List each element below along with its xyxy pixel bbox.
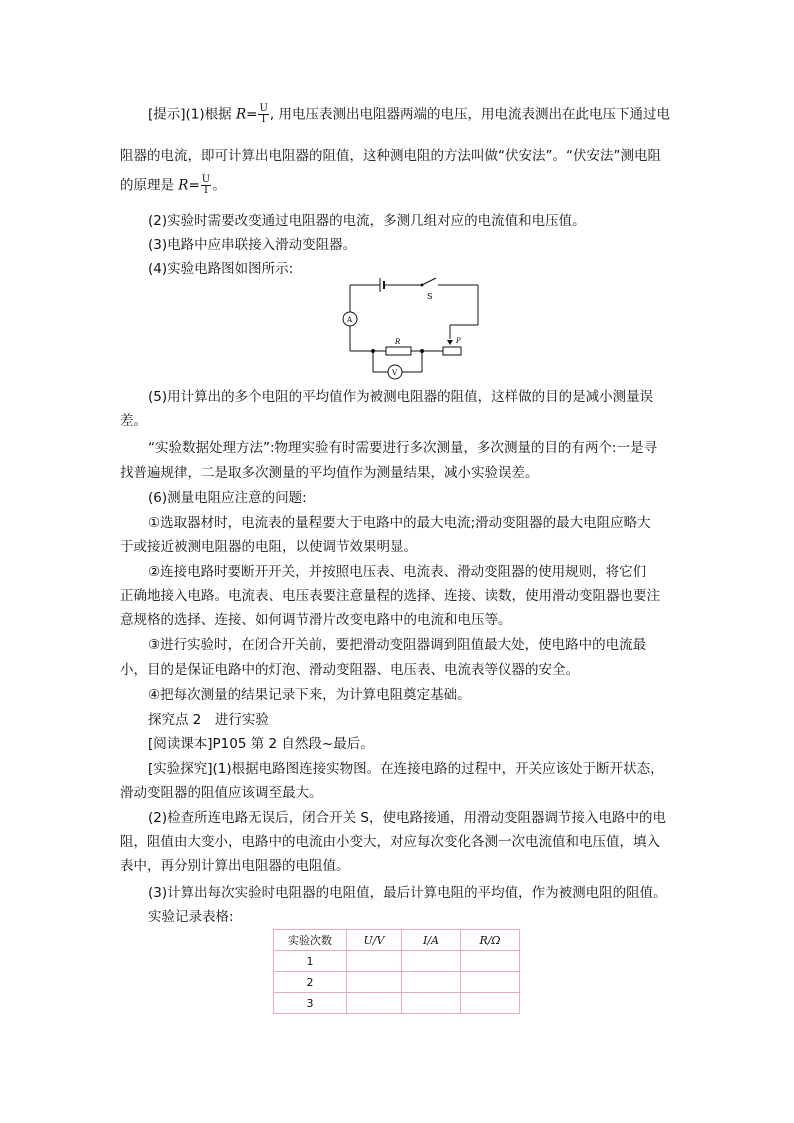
header-current: I/A — [402, 930, 461, 951]
exp-3: (3)计算出每次实验时电阻器的电阻值，最后计算电阻的平均值，作为被测电阻的阻值。 — [148, 885, 667, 901]
reading-note: [阅读课本]P105 第 2 自然段~最后。 — [148, 736, 374, 752]
para-5-line-2: 差。 — [120, 413, 147, 429]
para-2: (2)实验时需要改变通过电阻器的电流，多测几组对应的电流值和电压值。 — [148, 213, 586, 229]
table-row — [274, 993, 520, 1014]
hint-text: 的原理是 — [120, 177, 179, 194]
exp-2-line-1: (2)检查所连电路无误后，闭合开关 S，使电路接通，用滑动变阻器调节接入电路中的电 — [148, 810, 666, 826]
fraction-denominator: I — [204, 185, 208, 196]
voltmeter-label: V — [392, 369, 398, 377]
note-3-line-1: ③进行实验时，在闭合开关前，要把滑动变阻器调到阻值最大处，使电路中的电流最 — [148, 637, 647, 653]
resistance-cell — [461, 972, 520, 993]
para-6: (6)测量电阻应注意的问题: — [148, 490, 307, 506]
resistance-cell — [461, 951, 520, 972]
trial-number: 2 — [274, 972, 347, 993]
method-line-1: “实验数据处理方法”:物理实验有时需要进行多次测量，多次测量的目的有两个:一是寻 — [148, 440, 658, 456]
note-2-line-3: 意规格的选择、连接、如何调节滑片改变电路中的电流和电压等。 — [120, 612, 512, 628]
table-caption: 实验记录表格: — [148, 909, 234, 925]
hint-line-2: 阻器的电流，即可计算出电阻器的阻值，这种测电阻的方法叫做“伏安法”。“伏安法”测电阻 — [120, 148, 661, 164]
formula-fraction — [201, 175, 211, 196]
ammeter-label: A — [347, 316, 353, 324]
resistor-label: R — [395, 338, 401, 346]
slider-label: P — [456, 337, 461, 345]
junction-dot — [371, 349, 375, 353]
para-3: (3)电路中应串联接入滑动变阻器。 — [148, 237, 357, 253]
hint-text: 。 — [212, 177, 226, 194]
note-2-line-2: 正确地接入电路。电流表、电压表要注意量程的选择、连接、读数，使用滑动变阻器也要注 — [120, 588, 660, 604]
header-voltage: U/V — [347, 930, 402, 951]
formula-r: R — [178, 177, 189, 194]
exp-2-line-2: 阻，阻值由大变小，电路中的电流由小变大，对应每次变化各测一次电流值和电压值，填入 — [120, 834, 660, 850]
exp-1-line-1: [实验探究](1)根据电路图连接实物图。在连接电路的过程中，开关应该处于断开状态， — [148, 761, 664, 777]
exp-1-line-2: 滑动变阻器的阻值应该调至最大。 — [120, 785, 323, 801]
resistance-cell — [461, 993, 520, 1014]
record-table — [273, 929, 520, 1014]
switch-lever — [422, 278, 436, 285]
resistor-box — [386, 347, 411, 355]
slider-arrow — [447, 340, 453, 345]
hint-text: , 用电压表测出电阻器两端的电压，用电流表测出在此电压下通过电 — [269, 106, 670, 123]
switch-label: S — [427, 292, 433, 301]
trial-number: 3 — [274, 993, 347, 1014]
formula-eq: = — [246, 106, 258, 123]
para-4: (4)实验电路图如图所示: — [148, 261, 294, 277]
header-trial-count: 实验次数 — [274, 930, 347, 951]
hint-text: [提示](1)根据 — [148, 106, 236, 123]
voltage-cell — [347, 993, 402, 1014]
header-resistance: R/Ω — [461, 930, 520, 951]
circuit-diagram — [340, 277, 490, 385]
voltage-cell — [347, 951, 402, 972]
rheostat-box — [443, 347, 461, 355]
current-cell — [402, 951, 461, 972]
fraction-numerator: U — [201, 174, 211, 185]
current-cell — [402, 972, 461, 993]
trial-number: 1 — [274, 951, 347, 972]
section-heading: 探究点 2 进行实验 — [148, 712, 269, 728]
table-header-row — [274, 930, 520, 951]
fraction-numerator: U — [259, 103, 268, 114]
fraction-denominator: I — [261, 114, 266, 125]
voltage-cell — [347, 972, 402, 993]
note-1-line-2: 于或接近被测电阻器的电阻，以使调节效果明显。 — [120, 539, 417, 555]
table-row — [274, 951, 520, 972]
formula-fraction — [258, 104, 268, 125]
exp-2-line-3: 表中，再分别计算出电阻器的电阻值。 — [120, 858, 350, 874]
junction-dot — [420, 349, 424, 353]
note-2-line-1: ②连接电路时要断开开关，并按照电压表、电流表、滑动变阻器的使用规则，将它们 — [148, 564, 647, 580]
note-3-line-2: 小，目的是保证电路中的灯泡、滑动变阻器、电压表、电流表等仪器的安全。 — [120, 662, 579, 678]
hint-line-1 — [148, 104, 670, 125]
method-line-2: 找普遍规律，二是取多次测量的平均值作为测量结果，减小实验误差。 — [120, 465, 539, 481]
formula-r: R — [235, 106, 247, 123]
note-4: ④把每次测量的结果记录下来，为计算电阻奠定基础。 — [148, 687, 471, 703]
hint-line-3 — [120, 175, 226, 196]
current-cell — [402, 993, 461, 1014]
table-row — [274, 972, 520, 993]
para-5-line-1: (5)用计算出的多个电阻的平均值作为被测电阻器的阻值，这样做的目的是减小测量误 — [148, 389, 654, 405]
formula-eq: = — [188, 177, 200, 194]
note-1-line-1: ①选取器材时，电流表的量程要大于电路中的最大电流;滑动变阻器的最大电阻应略大 — [148, 515, 651, 531]
